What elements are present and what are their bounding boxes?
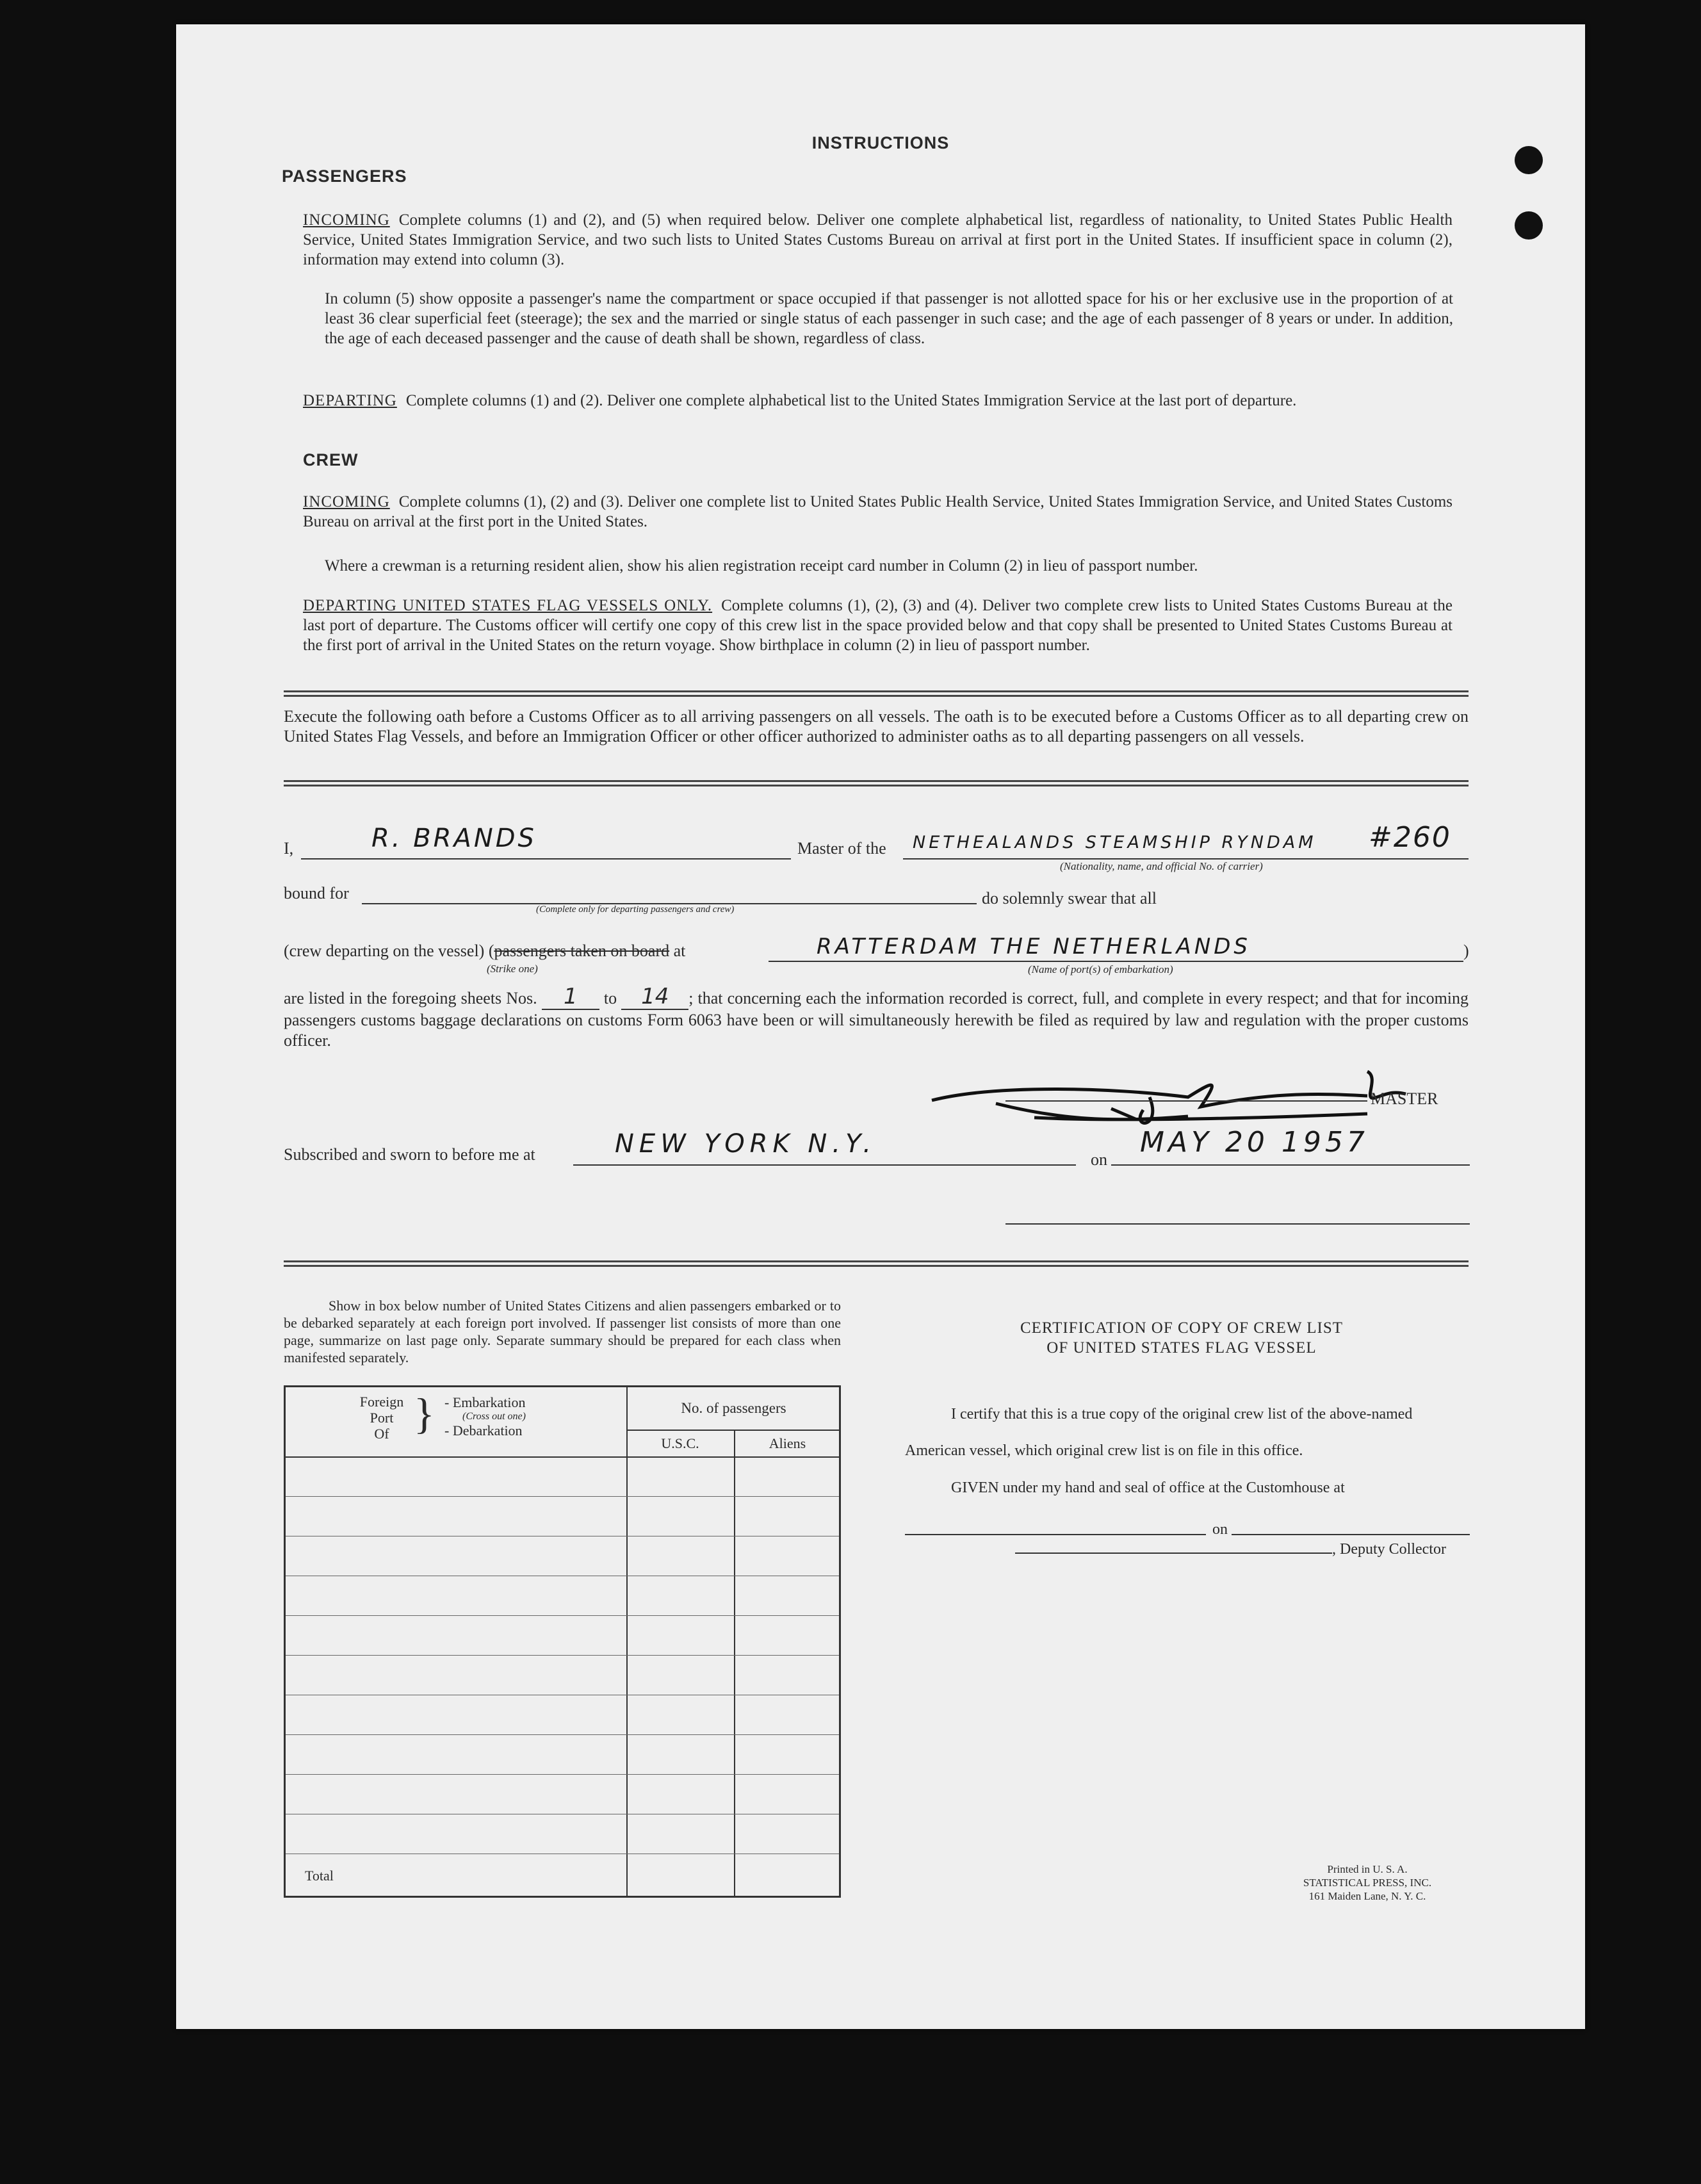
deputy-signature-field <box>1015 1552 1332 1554</box>
crew-incoming-label: INCOMING <box>303 493 390 510</box>
port-caption: (Name of port(s) of embarkation) <box>1028 963 1173 975</box>
crew-departing-option: (crew departing on the vessel) ( <box>284 941 494 960</box>
master-name-field <box>301 858 791 860</box>
master-signature-line <box>1005 1100 1367 1102</box>
oath-i-label: I, <box>284 839 294 858</box>
table-row <box>286 1615 839 1616</box>
usc-header: U.S.C. <box>661 1435 699 1451</box>
no-of-passengers-header: No. of passengers <box>626 1387 841 1431</box>
passengers-departing-text: Complete columns (1) and (2). Deliver one complete alphabetical list to the United States Immigration Service at the last port of departure. <box>405 392 1297 409</box>
passengers-departing-label: DEPARTING <box>303 392 397 409</box>
certification-title-line2: OF UNITED STATES FLAG VESSEL <box>1046 1339 1317 1357</box>
crew-departing-text <box>284 941 685 961</box>
deputy-collector-label: , Deputy Collector <box>1332 1541 1446 1558</box>
printer-imprint <box>1265 1862 1470 1903</box>
divider <box>284 1260 1469 1267</box>
sworn-date-field <box>1111 1164 1470 1166</box>
sworn-place-value: NEW YORK N.Y. <box>615 1129 877 1159</box>
sheet-from-value: 1 <box>563 984 578 1009</box>
printer-line1: Printed in U. S. A. <box>1327 1863 1408 1875</box>
close-paren: ) <box>1463 941 1469 960</box>
master-of-label: Master of the <box>797 839 886 858</box>
passengers-incoming-text: Complete columns (1) and (2), and (5) when required below. Deliver one complete alphabetical list, regardless of nationality, to United States Public Health Service, United States Immigration Service, and two such lists to United States Customs Bureau on arrival at first port in the United States. If insufficient space in column (2), information may extend into column (3). <box>303 211 1453 268</box>
vessel-number-value: #260 <box>1369 821 1451 854</box>
column-divider <box>734 1431 735 1896</box>
bound-for-label: bound for <box>284 884 349 902</box>
embarkation-label: - Embarkation <box>444 1394 526 1410</box>
crew-departing-paragraph <box>303 596 1453 655</box>
passengers-heading: PASSENGERS <box>282 167 407 186</box>
divider <box>284 780 1469 786</box>
certify-line2: American vessel, which original crew list is on file in this office. <box>905 1442 1303 1459</box>
passengers-departing-paragraph <box>303 391 1453 411</box>
passenger-summary-table <box>284 1385 841 1898</box>
port-value: RATTERDAM THE NETHERLANDS <box>817 934 1251 959</box>
master-label: MASTER <box>1371 1089 1438 1108</box>
crew-departing-text: Complete columns (1), (2), (3) and (4). Deliver two complete crew lists to United States Customs Bureau at the last port of departure. The Customs officer will certify one copy of this crew list in the space provided below and that copy shall be presented to United States Customs Bureau at the first port of arrival in the United States on the return voyage. Show birthplace in column (2) in lieu of passport number. <box>303 597 1453 654</box>
passengers-incoming-label: INCOMING <box>303 211 390 229</box>
brace: } <box>414 1389 435 1438</box>
summary-instructions: Show in box below number of United States Citizens and alien passengers embarked or to be debarked separately at each foreign port involved. If passenger list consists of more than one page, summarize on last page only. Separate summary should be prepared for each class when manifested separately. <box>284 1298 841 1365</box>
cross-out-caption: (Cross out one) <box>462 1411 526 1422</box>
cert-on-label: on <box>1212 1521 1228 1538</box>
table-row <box>286 1734 839 1735</box>
bound-for-caption: (Complete only for departing passengers and crew) <box>536 904 735 915</box>
crew-heading: CREW <box>303 450 359 469</box>
table-row <box>286 1496 839 1497</box>
certification-title <box>893 1318 1470 1358</box>
sworn-on-label: on <box>1091 1150 1107 1169</box>
vessel-field <box>903 858 1469 860</box>
embarkation-options <box>444 1395 526 1438</box>
foreign-port-header <box>350 1394 414 1442</box>
certification-title-line1: CERTIFICATION OF COPY OF CREW LIST <box>1020 1319 1344 1337</box>
officer-signature-line <box>1005 1223 1470 1225</box>
sworn-place-field <box>573 1164 1076 1166</box>
vessel-value: NETHEALANDS STEAMSHIP RYNDAM <box>913 833 1317 852</box>
aliens-header: Aliens <box>769 1435 806 1451</box>
punch-hole <box>1515 211 1543 240</box>
table-row <box>286 1655 839 1656</box>
to-label: to <box>603 989 617 1007</box>
table-header <box>286 1387 839 1458</box>
sheets-text-rest: ; that concerning each the information recorded is correct, full, and complete in every respect; and that for incoming passengers customs baggage declarations on customs Form 6063 have been or will simultaneously herewith be filed as required by law and regulation with the proper customs officer. <box>284 989 1469 1050</box>
sheets-paragraph <box>284 986 1469 1051</box>
crew-departing-label: DEPARTING UNITED STATES FLAG VESSELS ONLY. <box>303 597 713 614</box>
crew-resident-paragraph: Where a crewman is a returning resident alien, show his alien registration receipt card number in Column (2) in lieu of passport number. <box>325 557 1198 575</box>
passengers-column5-paragraph: In column (5) show opposite a passenger's name the compartment or space occupied if that passenger is not allotted space for his or her exclusive use in the proportion of at least 36 clear superficial feet (steerage); the sex and the married or single status of each passenger in such case; and the age of each passenger of 8 years or under. In addition, the age of each deceased passenger and the cause of death shall be shown, regardless of class. <box>325 290 1453 347</box>
divider <box>284 690 1469 697</box>
sheets-label: are listed in the foregoing sheets Nos. <box>284 989 537 1007</box>
oath-instructions: Execute the following oath before a Customs Officer as to all arriving passengers on all vessels. The oath is to be executed before a Customs Officer as to all departing crew on United States Flag Vessels, and before an Immigration Officer or other officer authorized to administer oaths as to all departing passengers on all vessels. <box>284 707 1469 746</box>
printer-line2: STATISTICAL PRESS, INC. <box>1303 1877 1432 1889</box>
of-label: Of <box>374 1426 389 1442</box>
table-row <box>286 1774 839 1775</box>
subscribed-label: Subscribed and sworn to before me at <box>284 1145 535 1164</box>
port-label: Port <box>370 1410 394 1426</box>
crew-incoming-paragraph <box>303 492 1453 532</box>
printer-line3: 161 Maiden Lane, N. Y. C. <box>1308 1890 1426 1902</box>
port-field <box>769 961 1463 962</box>
sheet-to-value: 14 <box>641 984 669 1009</box>
total-label: Total <box>305 1868 334 1884</box>
sheet-from-field <box>542 986 599 1010</box>
debarkation-label: - Debarkation <box>444 1422 523 1438</box>
vessel-caption: (Nationality, name, and official No. of carrier) <box>1060 860 1263 872</box>
cert-date-field <box>1232 1534 1470 1535</box>
document-page <box>176 24 1585 2029</box>
customhouse-field <box>905 1534 1206 1535</box>
crew-incoming-text: Complete columns (1), (2) and (3). Deliver one complete list to United States Public Health Service, United States Immigration Service, and United States Customs Bureau on arrival at the first port in the United States. <box>303 493 1453 530</box>
certify-line1: I certify that this is a true copy of the original crew list of the above-named <box>951 1406 1413 1422</box>
foreign-label: Foreign <box>359 1394 404 1410</box>
swear-text: do solemnly swear that all <box>982 889 1157 908</box>
given-text: GIVEN under my hand and seal of office at the Customhouse at <box>951 1479 1345 1496</box>
at-label: at <box>673 941 686 960</box>
instructions-heading: INSTRUCTIONS <box>811 133 950 152</box>
column-divider <box>626 1387 628 1896</box>
passengers-incoming-paragraph <box>303 210 1453 270</box>
strike-caption: (Strike one) <box>487 963 538 975</box>
master-name-value: R. BRANDS <box>371 824 537 853</box>
sworn-date-value: MAY 20 1957 <box>1140 1126 1369 1159</box>
sheet-to-field <box>621 986 688 1010</box>
passengers-taken-option: passengers taken on board <box>494 941 670 960</box>
